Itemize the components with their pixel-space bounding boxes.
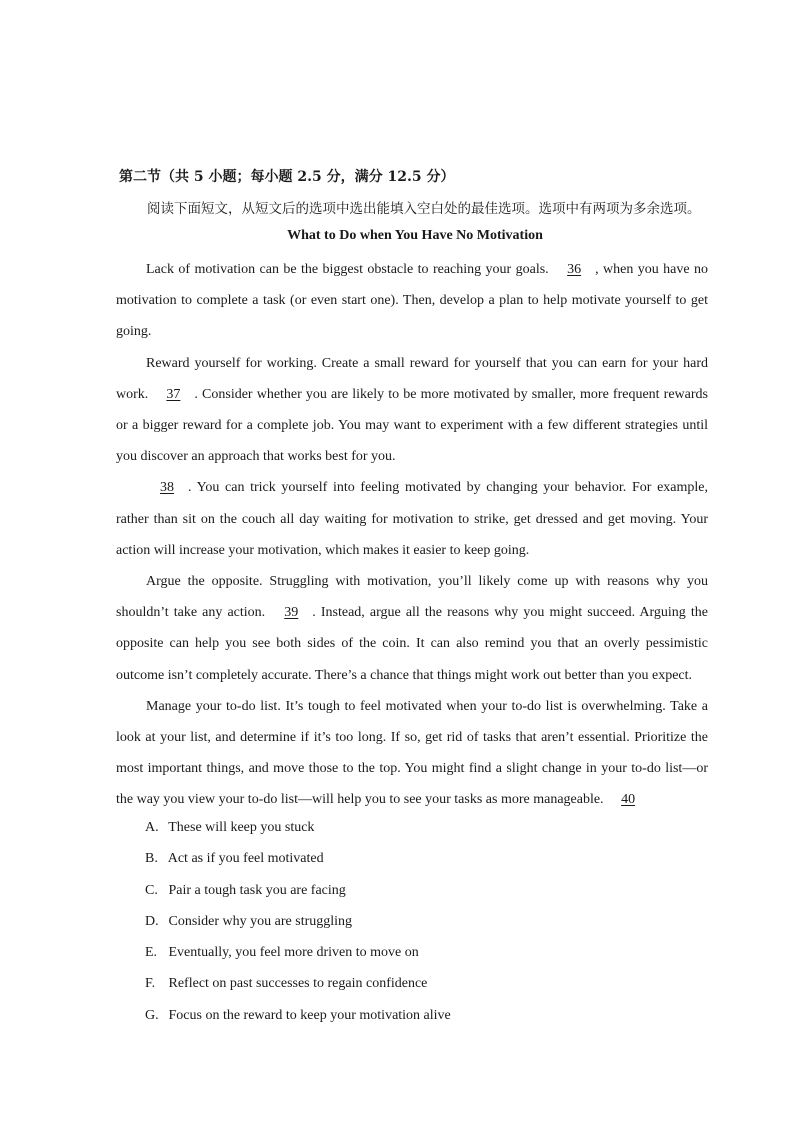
blank-38: 38 xyxy=(160,480,174,496)
paragraph-2-text-after: . Consider whether you are likely to be more motivated by smaller, more frequent rewards or a bigger reward for a complete job. You may want to experiment with a few different strategies until you discover an approach that works best for you. xyxy=(116,386,708,465)
paragraph-2 xyxy=(116,348,708,473)
option-text: These will keep you stuck xyxy=(168,820,315,835)
paragraph-5 xyxy=(116,691,708,816)
option-g xyxy=(145,1000,451,1031)
section-instructions: 阅读下面短文，从短文后的选项中选出能填入空白处的最佳选项。选项中有两项为多余选项。 xyxy=(147,201,701,217)
passage-title: What to Do when You Have No Motivation xyxy=(287,228,543,243)
option-letter: E. xyxy=(145,945,158,961)
paragraph-4 xyxy=(116,566,708,691)
option-text: Eventually, you feel more driven to move on xyxy=(168,945,419,961)
option-letter: B. xyxy=(145,851,158,867)
option-d xyxy=(145,906,451,937)
option-c xyxy=(145,875,451,906)
paragraph-4-text-before: Argue the opposite. Struggling with motivation, you’ll likely come up with reasons why you shouldn’t take any action. xyxy=(116,574,708,621)
option-letter: A. xyxy=(145,820,159,835)
option-f xyxy=(145,968,451,999)
paragraph-2-text-before: Reward yourself for working. Create a small reward for yourself that you can earn for your hard work. xyxy=(116,355,708,402)
option-e xyxy=(145,937,451,968)
paragraph-1-text-before: Lack of motivation can be the biggest obstacle to reaching your goals. xyxy=(146,262,554,277)
option-text: Consider why you are struggling xyxy=(168,913,353,929)
option-letter: F. xyxy=(145,976,156,992)
option-a xyxy=(145,812,451,843)
blank-37: 37 xyxy=(166,386,181,402)
paragraph-4-text-after: . Instead, argue all the reasons why you might succeed. Arguing the opposite can help you see both sides of the coin. It can also remind you that an overly pessimistic outcome isn’t completely accurate. There’s a chance that things might work out better than you expect. xyxy=(116,605,709,683)
options-list xyxy=(145,812,451,1031)
blank-36: 36 xyxy=(567,262,582,277)
paragraph-3 xyxy=(116,472,708,566)
blank-39: 39 xyxy=(284,605,299,621)
paragraph-3-text-after: . You can trick yourself into feeling motivated by changing your behavior. For example, rather than sit on the couch all day waiting for motivation to strike, get dressed and get moving. Your action will increase your motivation, which makes it easier to keep going. xyxy=(116,480,708,558)
option-text: Pair a tough task you are facing xyxy=(168,882,346,898)
option-text: Act as if you feel motivated xyxy=(167,851,324,867)
passage-body xyxy=(116,254,708,816)
paragraph-5-text-before: Manage your to-do list. It’s tough to feel motivated when your to-do list is overwhelming. Take a look at your list, and determine if it’s too long. If so, get rid of tasks that aren’t essential. Prioritize the most important things, and move those to the top. You might find a slight change in your to-do list—or the way you view your to-do list—will help you to see your tasks as more manageable. xyxy=(116,698,708,808)
option-letter: C. xyxy=(145,882,158,898)
option-b xyxy=(145,843,451,874)
section-heading: 第二节（共 5 小题；每小题 2.5 分，满分 12.5 分） xyxy=(119,169,455,185)
paragraph-1 xyxy=(116,254,708,348)
paragraph-1-text-after: , when you have no motivation to complete a task (or even start one). Then, develop a plan to help motivate yourself to get going. xyxy=(116,262,708,340)
option-letter: G. xyxy=(145,1007,159,1023)
blank-40: 40 xyxy=(621,792,636,808)
option-letter: D. xyxy=(145,913,159,929)
option-text: Focus on the reward to keep your motivation alive xyxy=(168,1007,451,1023)
option-text: Reflect on past successes to regain confidence xyxy=(168,976,428,992)
